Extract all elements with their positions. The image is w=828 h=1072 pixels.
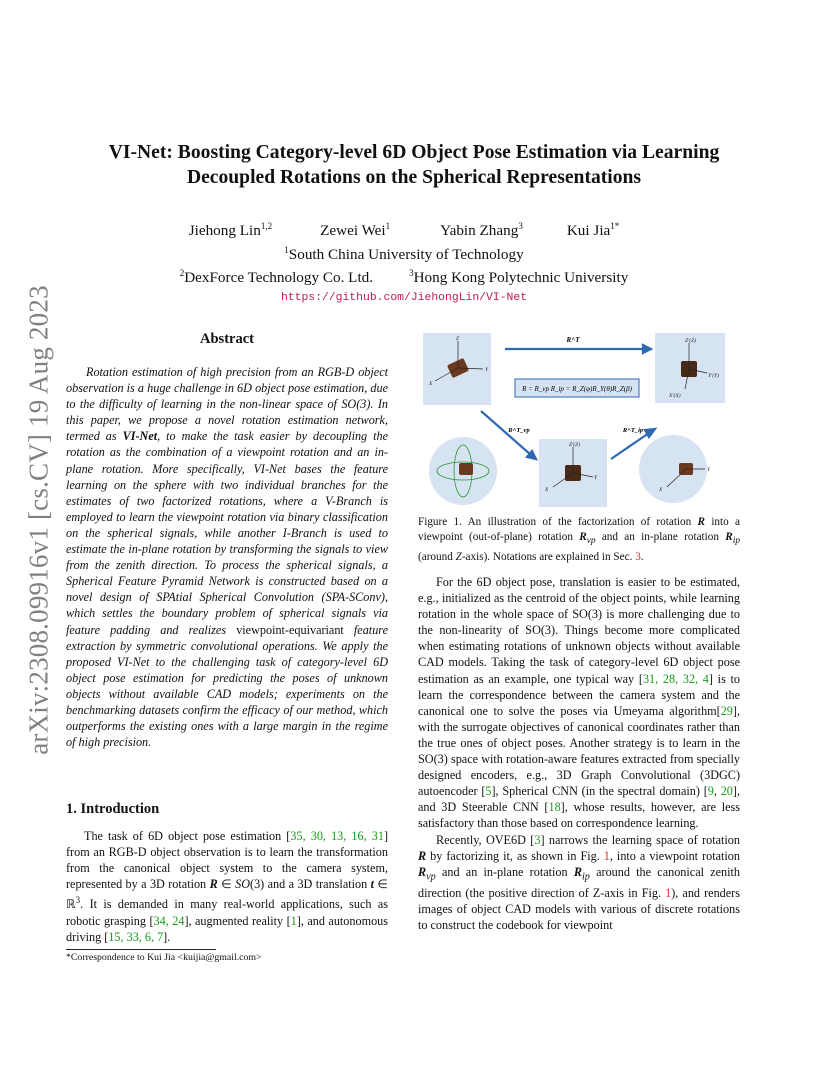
svg-text:X'(X): X'(X) [669,393,681,399]
figure-link[interactable]: 1 [665,886,672,901]
abstract-body: Rotation estimation of high precision from an RGB-D object observation is a huge challenge in 6D object pose estimation, due to the difficulty of learning in the non-linear space of SO(3). In this paper, we propose a novel rotation estimation network, termed as VI-Net, to make the task easier by decoupling the rotation as the combination of a viewpoint rotation and an in-plane rotation. More specifically, VI-Net bases the feature learning on the sphere with two individual branches for the estimates of two factorized rotations, where a V-Branch is employed to learn the viewpoint rotation via binary classification on the spherical signals, while another I-Branch is used to estimate the in-plane rotation by transforming the signals to view from the zenith direction. To process the spherical signals, a Spherical Feature Pyramid Network is constructed based on a novel design of SPAtial Spherical Convolution (SPA-SConv), which settles the boundary problem of spherical signals via feature padding and realizes viewpoint-equivariant feature extraction by symmetric convolutional operations. We apply the proposed VI-Net to the challenging task of category-level 6D object pose estimation for predicting the poses of unknown objects without available CAD models; experiments on the benchmarking datasets confirm the efficacy of our method, which outperforms the existing ones with a large margin in the regime of high precision. [66,365,388,750]
label-rt: R^T [566,336,580,344]
arxiv-stamp [14,260,64,780]
svg-text:Y: Y [707,467,711,473]
citation-link[interactable]: 34, 24 [153,913,185,928]
title-line-1: VI-Net: Boosting Category-level 6D Object Pose Estimation via Learning [108,142,720,163]
abstract-heading: Abstract [200,331,254,347]
object-can-4 [459,463,473,475]
citation-link[interactable]: 35, 30, 13, 16, 31 [290,829,384,843]
author-2: Zewei Wei$^1$ [320,221,391,240]
label-rip: R^T_ip [622,427,644,434]
author-3: Yabin Zhang$^3$ [440,221,523,240]
svg-text:Y: Y [485,367,489,373]
author-block [100,217,708,308]
svg-text:Z: Z [456,336,460,342]
footnote-rule [66,949,216,950]
github-link[interactable]: https://github.com/JiehongLin/VI-Net [280,291,528,304]
introduction-body: The task of 6D object pose estimation [35, 30, 13, 16, 31] from an RGB-D object observation is to learn the transformation from the canonical object system to the camera system, represented by a 3D rotation R ∈ SO(3) and a 3D translation t ∈ ℝ$^3$. It is demanded in many real-world applications, such as robotic grasping [34, 24], augmented reality [1], and autonomous driving [15, 33, 6, 7]. [66,829,389,944]
citation-link[interactable]: 15, 33, 6, 7 [108,929,164,944]
citation-link[interactable]: 31, 28, 32, 4 [642,671,709,686]
section-heading-introduction: 1. Introduction [66,801,160,817]
figure-equation: R = R_vp R_ip = R_Z(φ)R_Y(θ)R_Z(β) [522,385,632,393]
citation-link[interactable]: 29 [720,703,733,718]
svg-text:Y'(Y): Y'(Y) [708,373,719,379]
citation-link[interactable]: 18 [548,800,561,815]
citation-link[interactable]: 1 [290,913,297,928]
svg-text:X: X [545,487,549,493]
title-line-2: Decoupled Rotations on the Spherical Representations [186,167,642,188]
author-1: Jiehong Lin$^{1,2}$ [188,221,273,240]
right-column-body: For the 6D object pose, translation is easier to be estimated, e.g., initialized as the centroid of the object points, while learning rotation in the whole space of SO(3) is more challenging due to the non-linearity of SO(3). Things become more complicated when estimating rotations of unknown objects without available CAD models. Taking the task of category-level 6D object pose estimation as an example, one typical way [31, 28, 32, 4] is to learn the correspondence between the camera system and the canonical one to solve the poses via Umeyama algorithm[29], with the surrogate objectives of canonical coordinates rather than the true ones of object poses. Another strategy is to learn in the SO(3) space with rotation-aware features extracted from specially designed encoders, e.g., 3D Graph Convolutional (3DGC) autoencoder [5], Spherical CNN (in the spectral domain) [9, 20], and 3D Steerable CNN [18], whose results, however, are less satisfactory than those based on correspondence learning. Recently, OVE6D [3] narrows the learning space of rotation R by factorizing it, as shown in Fig. 1, into a viewpoint rotation $R_{vp}$ and an in-plane rotation $R_{ip}$ around the canonical zenith direction (the positive direction of Z-axis in Fig. 1), and renders images of object CAD models with various of discrete rotations to construct the codebook for viewpoint [418,575,741,933]
svg-text:Z'(Z): Z'(Z) [569,442,580,448]
svg-text:Y: Y [594,475,598,481]
svg-text:Z'(Z): Z'(Z) [685,338,696,344]
figure-link[interactable]: 1 [603,848,610,863]
section-link[interactable]: 3 [635,550,641,563]
citation-link[interactable]: 20 [720,784,733,799]
author-names [100,217,708,241]
figure-caption: Figure 1. An illustration of the factorization of rotation R into a viewpoint (out-of-plane) rotation $R_{vp}$ and an in-plane rotation $R_{ip}$ (around Z-axis). Notations are explained in Sec. 3. [418,516,741,563]
figure-1 [423,329,741,511]
author-4: Kui Jia$^{1*}$ [566,221,620,240]
arxiv-stamp-text: arXiv:2308.09916v1 [cs.CV] 19 Aug 2023 [23,285,54,755]
paper-title [60,140,768,190]
svg-text:X: X [659,487,663,493]
citation-link[interactable]: 5 [485,784,492,799]
citation-link[interactable]: 3 [534,832,541,847]
label-rvp: R^T_vp [508,427,530,434]
affiliation-1: $^1$South China University of Technology [284,244,524,263]
svg-text:X: X [429,381,433,387]
citation-link[interactable]: 9 [707,784,714,799]
affiliation-2-3: $^2$DexForce Technology Co. Ltd. $^3$Hong Kong Polytechnic University [179,268,629,287]
footnote: *Correspondence to Kui Jia <kuijia@gmail.com> [66,952,262,963]
